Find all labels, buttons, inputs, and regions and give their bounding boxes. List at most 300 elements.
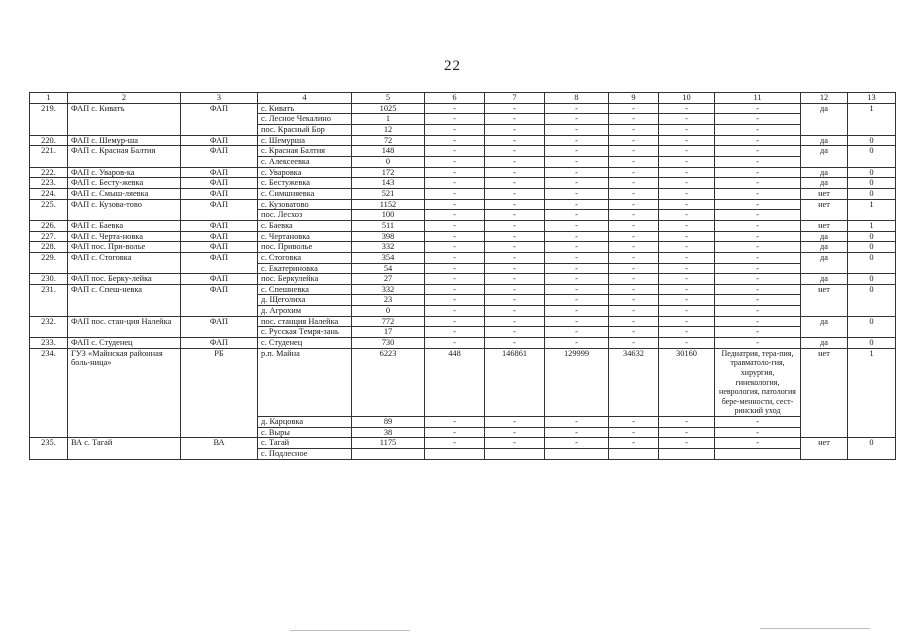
- column-header: 13: [848, 93, 896, 104]
- value-cell: -: [545, 252, 609, 263]
- value-cell: -: [659, 263, 715, 274]
- value-cell: -: [425, 156, 485, 167]
- settlement-name: с. Студенец: [258, 338, 352, 349]
- column-header: 2: [68, 93, 181, 104]
- specialty-cell: -: [715, 427, 801, 438]
- value-cell: -: [609, 427, 659, 438]
- value-cell: [485, 448, 545, 459]
- facility-name: ГУЗ «Майнская районная боль-ница»: [68, 348, 181, 437]
- value-cell: -: [485, 178, 545, 189]
- value-cell: -: [609, 327, 659, 338]
- value-cell: -: [485, 306, 545, 317]
- value-cell: -: [425, 210, 485, 221]
- row-number: 224.: [30, 188, 68, 199]
- row-number: 226.: [30, 220, 68, 231]
- scan-mark: [290, 630, 410, 631]
- population-cell: 354: [352, 252, 425, 263]
- availability-cell: да: [801, 135, 848, 146]
- column-header: 8: [545, 93, 609, 104]
- facility-type: ВА: [181, 438, 258, 459]
- table-row: [30, 252, 896, 263]
- value-cell: -: [659, 338, 715, 349]
- value-cell: -: [545, 210, 609, 221]
- row-number: 222.: [30, 167, 68, 178]
- value-cell: -: [545, 231, 609, 242]
- availability-cell: да: [801, 167, 848, 178]
- population-cell: 172: [352, 167, 425, 178]
- value-cell: -: [545, 242, 609, 253]
- table-row: [30, 199, 896, 210]
- settlement-name: д. Щеголиха: [258, 295, 352, 306]
- value-cell: -: [425, 220, 485, 231]
- table-row: [30, 178, 896, 189]
- population-cell: 6223: [352, 348, 425, 416]
- facility-type: ФАП: [181, 135, 258, 146]
- facility-type: ФАП: [181, 252, 258, 273]
- count-cell: 0: [848, 188, 896, 199]
- facility-type: РБ: [181, 348, 258, 437]
- value-cell: -: [609, 338, 659, 349]
- value-cell: -: [485, 427, 545, 438]
- value-cell: -: [609, 114, 659, 125]
- settlement-name: с. Екатериновка: [258, 263, 352, 274]
- value-cell: -: [425, 316, 485, 327]
- column-header: 10: [659, 93, 715, 104]
- value-cell: -: [659, 306, 715, 317]
- count-cell: 0: [848, 178, 896, 189]
- population-cell: 332: [352, 242, 425, 253]
- facility-name: ФАП с. Шемур-ша: [68, 135, 181, 146]
- value-cell: -: [485, 199, 545, 210]
- value-cell: -: [545, 274, 609, 285]
- value-cell: -: [659, 327, 715, 338]
- facility-type: ФАП: [181, 338, 258, 349]
- specialty-cell: -: [715, 252, 801, 263]
- facility-name: ФАП с. Смыш-ляевка: [68, 188, 181, 199]
- count-cell: 0: [848, 231, 896, 242]
- settlement-name: с. Выры: [258, 427, 352, 438]
- value-cell: -: [485, 284, 545, 295]
- specialty-cell: -: [715, 338, 801, 349]
- availability-cell: нет: [801, 199, 848, 220]
- facility-name: ФАП пос. стан-ция Налейка: [68, 316, 181, 337]
- value-cell: -: [425, 231, 485, 242]
- value-cell: -: [659, 295, 715, 306]
- value-cell: -: [659, 188, 715, 199]
- value-cell: -: [485, 327, 545, 338]
- row-number: 223.: [30, 178, 68, 189]
- specialty-cell: -: [715, 263, 801, 274]
- value-cell: -: [659, 167, 715, 178]
- count-cell: 0: [848, 252, 896, 273]
- population-cell: 521: [352, 188, 425, 199]
- specialty-cell: -: [715, 295, 801, 306]
- value-cell: -: [545, 167, 609, 178]
- count-cell: 0: [848, 135, 896, 146]
- specialty-cell: -: [715, 242, 801, 253]
- population-cell: 38: [352, 427, 425, 438]
- value-cell: -: [485, 242, 545, 253]
- count-cell: 0: [848, 274, 896, 285]
- facility-name: ФАП с. Уваров-ка: [68, 167, 181, 178]
- population-cell: 1152: [352, 199, 425, 210]
- availability-cell: нет: [801, 188, 848, 199]
- value-cell: -: [545, 327, 609, 338]
- value-cell: -: [545, 338, 609, 349]
- value-cell: -: [485, 220, 545, 231]
- row-number: 232.: [30, 316, 68, 337]
- settlement-name: с. Кузоватово: [258, 199, 352, 210]
- facility-type: ФАП: [181, 178, 258, 189]
- value-cell: -: [485, 263, 545, 274]
- value-cell: -: [609, 263, 659, 274]
- column-header: 9: [609, 93, 659, 104]
- value-cell: -: [545, 263, 609, 274]
- population-cell: 100: [352, 210, 425, 221]
- facility-type: ФАП: [181, 231, 258, 242]
- population-cell: 12: [352, 124, 425, 135]
- value-cell: -: [609, 284, 659, 295]
- availability-cell: да: [801, 146, 848, 167]
- facility-type: ФАП: [181, 146, 258, 167]
- row-number: 227.: [30, 231, 68, 242]
- table-row: [30, 284, 896, 295]
- value-cell: 146861: [485, 348, 545, 416]
- row-number: 233.: [30, 338, 68, 349]
- count-cell: 0: [848, 146, 896, 167]
- value-cell: -: [659, 156, 715, 167]
- facility-name: ФАП с. Черта-новка: [68, 231, 181, 242]
- value-cell: -: [545, 103, 609, 114]
- value-cell: -: [425, 188, 485, 199]
- facility-type: ФАП: [181, 188, 258, 199]
- settlement-name: с. Стоговка: [258, 252, 352, 263]
- value-cell: -: [425, 135, 485, 146]
- value-cell: -: [425, 284, 485, 295]
- specialty-cell: -: [715, 416, 801, 427]
- availability-cell: да: [801, 231, 848, 242]
- value-cell: -: [545, 295, 609, 306]
- population-cell: 0: [352, 156, 425, 167]
- settlement-name: с. Русская Темря-зань: [258, 327, 352, 338]
- row-number: 228.: [30, 242, 68, 253]
- value-cell: -: [545, 188, 609, 199]
- value-cell: -: [545, 306, 609, 317]
- value-cell: -: [425, 338, 485, 349]
- value-cell: -: [485, 295, 545, 306]
- count-cell: 0: [848, 338, 896, 349]
- value-cell: -: [659, 210, 715, 221]
- value-cell: -: [425, 199, 485, 210]
- value-cell: -: [485, 103, 545, 114]
- value-cell: -: [659, 284, 715, 295]
- value-cell: -: [485, 188, 545, 199]
- specialty-cell: -: [715, 199, 801, 210]
- facility-type: ФАП: [181, 199, 258, 220]
- settlement-name: д. Карцовка: [258, 416, 352, 427]
- facility-type: ФАП: [181, 242, 258, 253]
- count-cell: 0: [848, 167, 896, 178]
- specialty-cell: -: [715, 284, 801, 295]
- specialty-cell: -: [715, 103, 801, 114]
- value-cell: -: [609, 167, 659, 178]
- value-cell: -: [659, 252, 715, 263]
- value-cell: -: [609, 252, 659, 263]
- table-row: [30, 274, 896, 285]
- value-cell: -: [425, 252, 485, 263]
- specialty-cell: -: [715, 210, 801, 221]
- value-cell: [425, 448, 485, 459]
- value-cell: -: [609, 242, 659, 253]
- value-cell: [609, 448, 659, 459]
- value-cell: -: [659, 135, 715, 146]
- facility-name: ВА с. Тагай: [68, 438, 181, 459]
- value-cell: -: [609, 156, 659, 167]
- row-number: 231.: [30, 284, 68, 316]
- population-cell: 511: [352, 220, 425, 231]
- value-cell: -: [425, 146, 485, 157]
- table-row: [30, 146, 896, 157]
- row-number: 225.: [30, 199, 68, 220]
- settlement-name: с. Шемурша: [258, 135, 352, 146]
- table-row: [30, 316, 896, 327]
- facility-name: ФАП с. Бесту-жевка: [68, 178, 181, 189]
- value-cell: -: [425, 242, 485, 253]
- facility-name: ФАП с. Баевка: [68, 220, 181, 231]
- table-body: [30, 93, 896, 460]
- table-row: [30, 438, 896, 449]
- value-cell: -: [425, 124, 485, 135]
- value-cell: -: [609, 210, 659, 221]
- settlement-name: пос. Беркулейка: [258, 274, 352, 285]
- availability-cell: да: [801, 274, 848, 285]
- value-cell: -: [485, 124, 545, 135]
- value-cell: -: [609, 416, 659, 427]
- value-cell: -: [609, 295, 659, 306]
- population-cell: 1025: [352, 103, 425, 114]
- population-cell: 1: [352, 114, 425, 125]
- table-row: [30, 135, 896, 146]
- value-cell: -: [609, 178, 659, 189]
- population-cell: 143: [352, 178, 425, 189]
- facility-type: ФАП: [181, 220, 258, 231]
- value-cell: -: [425, 263, 485, 274]
- value-cell: -: [609, 231, 659, 242]
- population-cell: 0: [352, 306, 425, 317]
- column-header: 1: [30, 93, 68, 104]
- facility-name: ФАП пос. Берку-лейка: [68, 274, 181, 285]
- value-cell: -: [659, 427, 715, 438]
- settlement-name: с. Чертановка: [258, 231, 352, 242]
- page-number: 22: [444, 58, 461, 74]
- value-cell: -: [425, 167, 485, 178]
- row-number: 220.: [30, 135, 68, 146]
- table-row: [30, 188, 896, 199]
- settlement-name: с. Подлесное: [258, 448, 352, 459]
- row-number: 229.: [30, 252, 68, 273]
- value-cell: -: [609, 103, 659, 114]
- population-cell: 772: [352, 316, 425, 327]
- value-cell: -: [659, 220, 715, 231]
- population-cell: 1175: [352, 438, 425, 449]
- population-cell: 730: [352, 338, 425, 349]
- specialty-cell: Педиатрия, тера-пия, травматоло-гия, хирургия, гинекология, неврология, патология бере-менности, сест-ринский уход: [715, 348, 801, 416]
- value-cell: -: [485, 416, 545, 427]
- count-cell: 1: [848, 103, 896, 135]
- value-cell: [659, 448, 715, 459]
- value-cell: -: [659, 231, 715, 242]
- scan-mark: [760, 628, 870, 629]
- value-cell: 448: [425, 348, 485, 416]
- value-cell: -: [425, 295, 485, 306]
- facility-type: ФАП: [181, 316, 258, 337]
- availability-cell: нет: [801, 438, 848, 459]
- facility-name: ФАП с. Студенец: [68, 338, 181, 349]
- value-cell: -: [609, 316, 659, 327]
- specialty-cell: -: [715, 231, 801, 242]
- value-cell: -: [609, 124, 659, 135]
- settlement-name: пос. станция Налейка: [258, 316, 352, 327]
- value-cell: -: [545, 114, 609, 125]
- facility-name: ФАП с. Кузова-тово: [68, 199, 181, 220]
- value-cell: -: [485, 231, 545, 242]
- settlement-name: с. Алексеевка: [258, 156, 352, 167]
- specialty-cell: -: [715, 220, 801, 231]
- value-cell: -: [545, 438, 609, 449]
- value-cell: -: [609, 188, 659, 199]
- settlement-name: р.п. Майна: [258, 348, 352, 416]
- table-row: [30, 242, 896, 253]
- facility-type: ФАП: [181, 284, 258, 316]
- specialty-cell: -: [715, 156, 801, 167]
- value-cell: -: [659, 114, 715, 125]
- specialty-cell: [715, 448, 801, 459]
- value-cell: -: [659, 438, 715, 449]
- header-row: [30, 93, 896, 104]
- specialty-cell: -: [715, 306, 801, 317]
- population-cell: 148: [352, 146, 425, 157]
- specialty-cell: -: [715, 188, 801, 199]
- facility-type: ФАП: [181, 103, 258, 135]
- settlement-name: пос. Красный Бор: [258, 124, 352, 135]
- availability-cell: нет: [801, 348, 848, 437]
- value-cell: -: [659, 146, 715, 157]
- value-cell: -: [425, 114, 485, 125]
- value-cell: -: [485, 316, 545, 327]
- value-cell: 34632: [609, 348, 659, 416]
- value-cell: 129999: [545, 348, 609, 416]
- value-cell: -: [425, 416, 485, 427]
- settlement-name: пос. Лесхоз: [258, 210, 352, 221]
- value-cell: -: [425, 427, 485, 438]
- count-cell: 0: [848, 438, 896, 459]
- specialty-cell: -: [715, 438, 801, 449]
- row-number: 235.: [30, 438, 68, 459]
- value-cell: -: [425, 274, 485, 285]
- value-cell: -: [659, 124, 715, 135]
- count-cell: 1: [848, 348, 896, 437]
- availability-cell: да: [801, 338, 848, 349]
- specialty-cell: -: [715, 114, 801, 125]
- value-cell: -: [425, 438, 485, 449]
- specialty-cell: -: [715, 327, 801, 338]
- settlement-name: с. Киватъ: [258, 103, 352, 114]
- specialty-cell: -: [715, 274, 801, 285]
- facility-name: ФАП с. Красная Балтия: [68, 146, 181, 167]
- population-cell: 54: [352, 263, 425, 274]
- value-cell: -: [545, 156, 609, 167]
- specialty-cell: -: [715, 135, 801, 146]
- value-cell: -: [609, 438, 659, 449]
- value-cell: -: [609, 306, 659, 317]
- column-header: 4: [258, 93, 352, 104]
- table-row: [30, 348, 896, 416]
- settlement-name: с. Симшняевка: [258, 188, 352, 199]
- availability-cell: нет: [801, 284, 848, 316]
- availability-cell: да: [801, 252, 848, 273]
- settlement-name: с. Красная Балтия: [258, 146, 352, 157]
- settlement-name: с. Лесное Чекалино: [258, 114, 352, 125]
- column-header: 6: [425, 93, 485, 104]
- value-cell: -: [545, 220, 609, 231]
- settlement-name: с. Баевка: [258, 220, 352, 231]
- specialty-cell: -: [715, 167, 801, 178]
- value-cell: -: [545, 135, 609, 146]
- value-cell: -: [545, 178, 609, 189]
- value-cell: -: [485, 146, 545, 157]
- table-row: [30, 220, 896, 231]
- row-number: 219.: [30, 103, 68, 135]
- column-header: 3: [181, 93, 258, 104]
- row-number: 221.: [30, 146, 68, 167]
- availability-cell: нет: [801, 220, 848, 231]
- settlement-name: с. Спешневка: [258, 284, 352, 295]
- value-cell: -: [609, 220, 659, 231]
- specialty-cell: -: [715, 146, 801, 157]
- value-cell: -: [609, 199, 659, 210]
- value-cell: -: [659, 274, 715, 285]
- value-cell: -: [485, 338, 545, 349]
- value-cell: 30160: [659, 348, 715, 416]
- table-row: [30, 103, 896, 114]
- column-header: 7: [485, 93, 545, 104]
- table-row: [30, 167, 896, 178]
- value-cell: -: [609, 135, 659, 146]
- table-row: [30, 231, 896, 242]
- population-cell: 72: [352, 135, 425, 146]
- settlement-name: д. Агрохим: [258, 306, 352, 317]
- population-cell: 17: [352, 327, 425, 338]
- facility-type: ФАП: [181, 167, 258, 178]
- table-row: [30, 338, 896, 349]
- count-cell: 1: [848, 220, 896, 231]
- value-cell: -: [425, 306, 485, 317]
- value-cell: -: [485, 135, 545, 146]
- row-number: 230.: [30, 274, 68, 285]
- facility-type: ФАП: [181, 274, 258, 285]
- specialty-cell: -: [715, 178, 801, 189]
- value-cell: -: [545, 316, 609, 327]
- value-cell: -: [659, 199, 715, 210]
- facility-name: ФАП с. Спеш-невка: [68, 284, 181, 316]
- value-cell: -: [609, 274, 659, 285]
- population-cell: 27: [352, 274, 425, 285]
- population-cell: 332: [352, 284, 425, 295]
- availability-cell: да: [801, 316, 848, 337]
- value-cell: -: [659, 103, 715, 114]
- value-cell: -: [545, 124, 609, 135]
- value-cell: -: [485, 156, 545, 167]
